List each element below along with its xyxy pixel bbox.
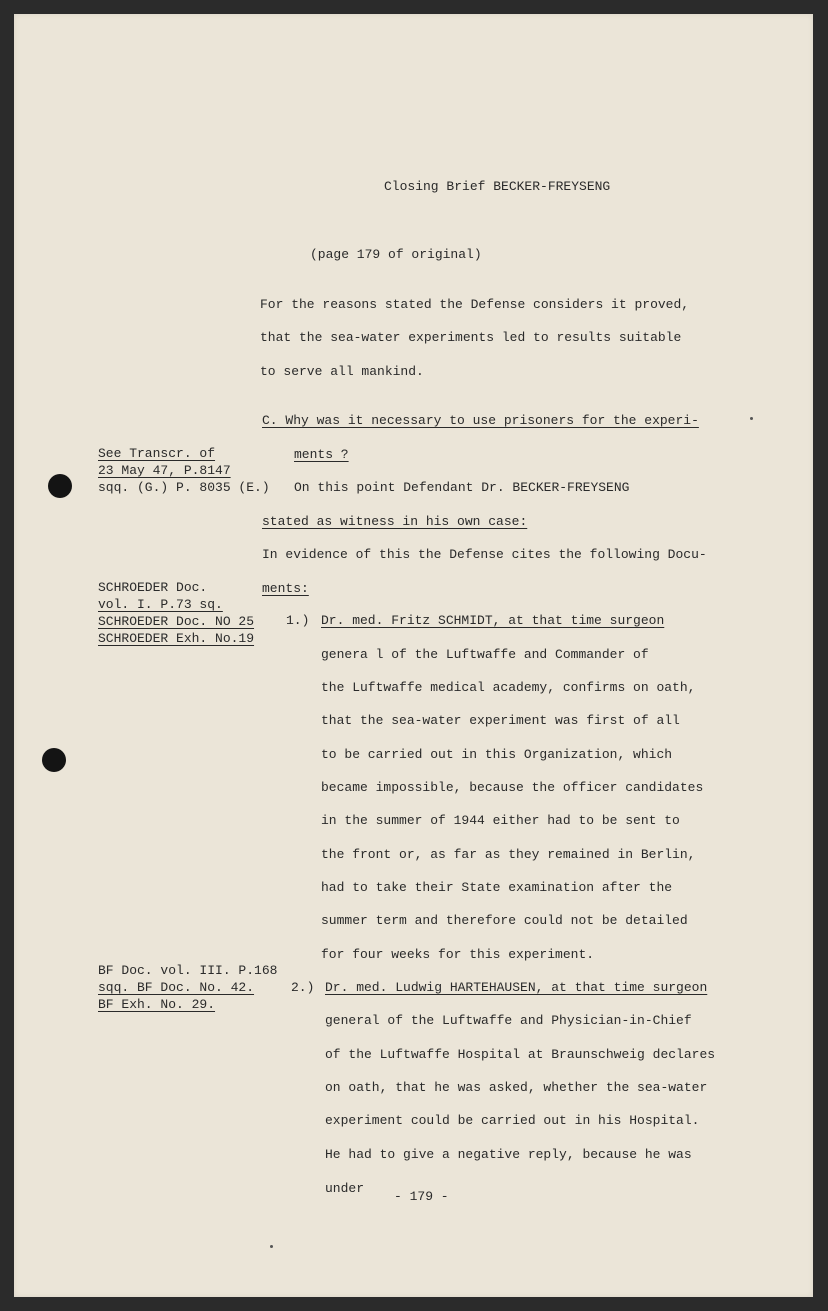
body-line: ments: <box>262 581 309 596</box>
section-heading-continued: ments ? <box>294 447 349 462</box>
list-item-line: under <box>325 1181 365 1196</box>
list-item-line: to be carried out in this Organization, which <box>321 747 673 762</box>
margin-note: 23 May 47, P.8147 <box>98 463 231 478</box>
body-line: stated as witness in his own case: <box>262 514 528 529</box>
body-line: On this point Defendant Dr. BECKER-FREYSENG <box>294 480 630 495</box>
list-item-line: became impossible, because the officer candidates <box>321 780 704 795</box>
punch-hole-top <box>48 474 72 498</box>
list-item-line: genera l of the Luftwaffe and Commander of <box>321 647 649 662</box>
margin-note: SCHROEDER Exh. No.19 <box>98 631 255 646</box>
list-item-line: in the summer of 1944 either had to be sent to <box>321 813 680 828</box>
list-item-line: Dr. med. Ludwig HARTEHAUSEN, at that time surgeon <box>325 980 708 995</box>
list-item-line: experiment could be carried out in his Hospital. <box>325 1113 700 1128</box>
margin-note: BF Doc. vol. III. P.168 <box>98 963 278 978</box>
document-title: Closing Brief BECKER-FREYSENG <box>384 179 611 194</box>
list-item-line: of the Luftwaffe Hospital at Braunschweig declares <box>325 1047 716 1062</box>
list-item-line: the front or, as far as they remained in Berlin, <box>321 847 696 862</box>
margin-note: sqq. (G.) P. 8035 (E.) <box>98 480 270 495</box>
paper-speck <box>750 417 753 420</box>
margin-note: SCHROEDER Doc. <box>98 580 208 595</box>
margin-note: See Transcr. of <box>98 446 216 461</box>
list-item-line: He had to give a negative reply, because he was <box>325 1147 692 1162</box>
document-page <box>14 14 813 1297</box>
punch-hole-bottom <box>42 748 66 772</box>
margin-note: sqq. BF Doc. No. 42. <box>98 980 255 995</box>
body-line: In evidence of this the Defense cites the following Docu- <box>262 547 707 562</box>
section-heading: C. Why was it necessary to use prisoners for the experi- <box>262 413 699 428</box>
list-item-line: that the sea-water experiment was first of all <box>321 713 680 728</box>
body-line: For the reasons stated the Defense considers it proved, <box>260 297 690 312</box>
original-page-reference: (page 179 of original) <box>310 247 482 262</box>
margin-note: vol. I. P.73 sq. <box>98 597 223 612</box>
body-line: to serve all mankind. <box>260 364 424 379</box>
margin-note: BF Exh. No. 29. <box>98 997 216 1012</box>
list-item-line: general of the Luftwaffe and Physician-in-Chief <box>325 1013 692 1028</box>
list-item-line: summer term and therefore could not be detailed <box>321 913 688 928</box>
list-item-number: 1.) <box>286 613 310 628</box>
body-line: that the sea-water experiments led to results suitable <box>260 330 682 345</box>
list-item-line: on oath, that he was asked, whether the sea-water <box>325 1080 708 1095</box>
margin-note: SCHROEDER Doc. NO 25 <box>98 614 255 629</box>
list-item-line: had to take their State examination after the <box>321 880 673 895</box>
list-item-line: the Luftwaffe medical academy, confirms on oath, <box>321 680 696 695</box>
paper-speck <box>270 1245 273 1248</box>
list-item-number: 2.) <box>291 980 315 995</box>
page-number: - 179 - <box>394 1189 449 1204</box>
list-item-line: for four weeks for this experiment. <box>321 947 595 962</box>
list-item-line: Dr. med. Fritz SCHMIDT, at that time surgeon <box>321 613 665 628</box>
